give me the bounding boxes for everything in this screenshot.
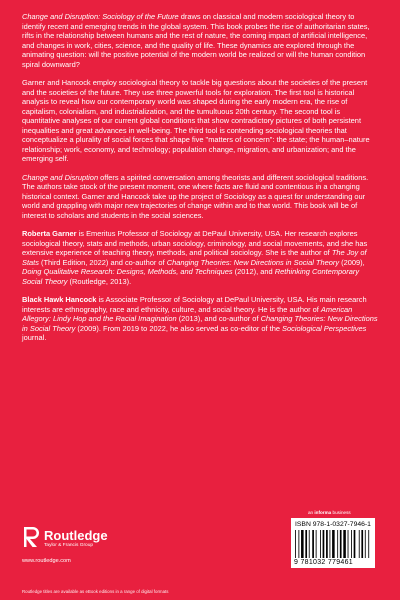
bio-text: (Third Edition, 2022) and co-author of [38,257,167,267]
book-short-title: Change and Disruption [22,172,99,182]
bio-book-title: Changing Theories: New Directions in Social Theory [22,314,378,333]
cover-footer [0,500,400,600]
synopsis-text-3: offers a spirited conversation among theorists and different sociological traditions. The authors take stock of the present moment, one where facts are fluid and contentious in a changing historical context. Garner and Hancock take up the project of Sociology as a quest for understanding our world and grappling with major new trajectories of change within and to that world. This book will be of interest to scholars and students in the social sciences. [22,172,369,220]
business-prefix: an [308,510,315,515]
bio-text: is Associate Professor of Sociology at DePaul University, USA. His main research interests are ethnography, race and ethnicity, culture, and social theory. He is the author of [22,295,367,314]
book-title: Change and Disruption: Sociology of the Future [22,12,179,21]
bio-book-title: The Joy of Stats [22,248,367,267]
bio-book-title: Doing Qualitative Research: Designs, Methods, and Techniques [22,267,233,276]
isbn-barcode [291,518,375,568]
synopsis-text-2: Garner and Hancock employ sociological theory to tackle big questions about the societies of the present and the societies of the future. They use three powerful tools for exploration. The first tool is historical analysis to reveal how our contemporary world was shaped during the early modern era, the rise of capitalism, colonialism, and industrialization, and the tumultuous 20th century. The second tool is quantitative analyses of our current global conditions that show contradictory pictures of both persistent inequalities and great advances in well-being. The third tool is contending sociological theories that conceptualize a plurality of social forces that shape five "matters of concern": the state; the human–nature relationship; work, economy, and technology; population change, migration, and urbanization; and the emerging self. [22,78,370,163]
bio-text: (Routledge, 2013). [67,276,132,286]
back-cover-text [22,12,378,352]
bio-book-title: Changing Theories: New Directions in Social Theory [166,257,340,267]
bio-book-title: American Allegory: Lindy Hop and the Racial Imagination [22,304,353,323]
author-bio-garner [22,229,378,286]
publisher-name: Routledge [44,528,108,543]
synopsis-paragraph-2 [22,78,378,164]
synopsis-text-1: draws on classical and modern sociological theory to identify recent and emerging trends in the global system. This book probes the rise of authoritarian states, rifts in the relationship between humans and the rest of nature, the coming impact of artificial intelligence, and changes in work, cities, science, and the quality of life. These dynamics are explored through the animating question: will the positive potential of the modern world be realized or will the human condition spiral downward? [22,12,370,69]
author-name: Roberta Garner [22,229,77,238]
synopsis-paragraph-3 [22,173,378,221]
bio-text: (2012), and [232,267,275,276]
bio-book-title: Rethinking Contemporary Social Theory [22,267,360,286]
business-name: informa [314,510,332,515]
informa-business-mark [308,510,351,515]
bio-text: is Emeritus Professor of Sociology at DePaul University, USA. Her research explores sociological theory, stats and methods, urban sociology, criminology, and social movements, and she has extensive experience of teaching theory, methods, and political sociology. She is the author of [22,229,368,257]
synopsis-paragraph-1 [22,12,378,69]
publisher-subtitle: Taylor & Francis Group [44,543,94,548]
bio-text: (2009), [339,257,365,267]
barcode-digits: 9 781032 779461 [294,559,353,566]
business-suffix: business [331,510,351,515]
bio-book-title: Sociological Perspectives [282,323,367,333]
publisher-website: www.routledge.com [22,558,71,564]
author-name: Black Hawk Hancock [22,295,97,304]
routledge-logo-icon [22,526,42,548]
bio-text: (2013), and co-author of [176,314,261,323]
barcode-icon [295,530,371,558]
author-bio-hancock [22,295,378,343]
bio-text: (2009). From 2019 to 2022, he also served as co-editor of the [75,323,283,333]
bio-text: journal. [22,333,47,342]
isbn-label: ISBN 978-1-0327-7946-1 [295,521,371,528]
ebook-availability-note: Routledge titles are available as eBook editions in a range of digital formats [22,589,169,594]
